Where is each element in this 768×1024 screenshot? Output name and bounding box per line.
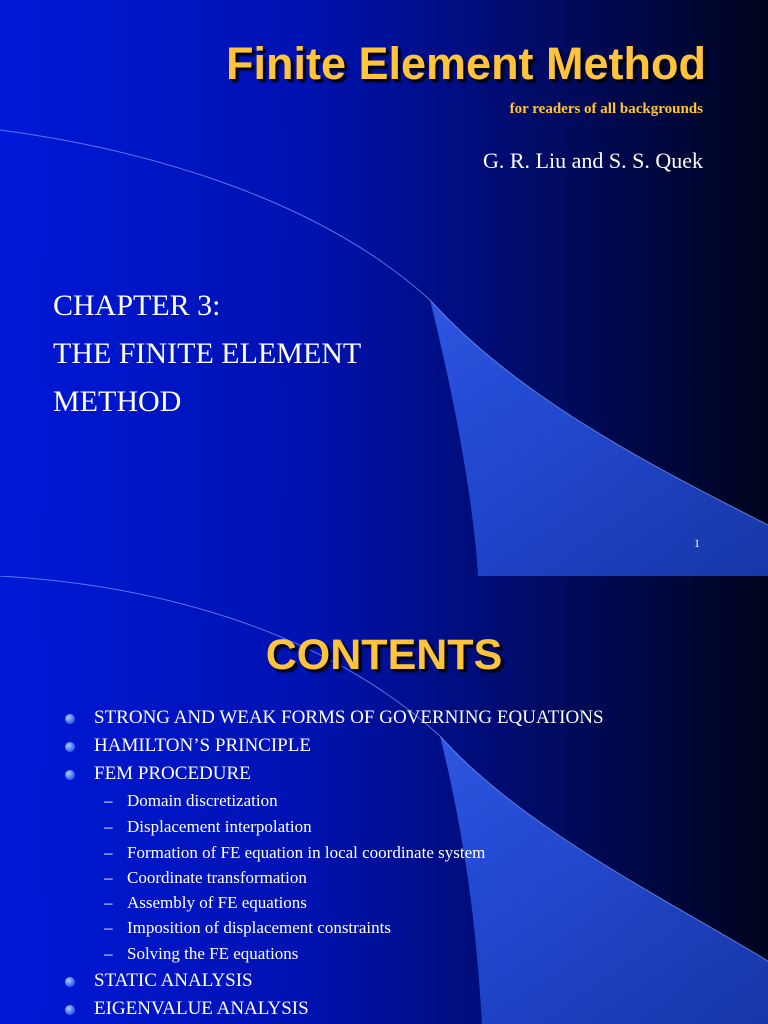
dash-icon: – bbox=[104, 791, 113, 810]
list-item bbox=[94, 970, 253, 992]
list-item bbox=[94, 998, 309, 1020]
sub-list-item bbox=[104, 944, 299, 964]
chapter-heading bbox=[53, 282, 361, 426]
sub-list-item bbox=[104, 817, 312, 837]
page-number: 1 bbox=[694, 536, 700, 550]
sub-list-item bbox=[104, 918, 391, 938]
list-item-text: Solving the FE equations bbox=[127, 944, 299, 963]
list-item-text: STATIC ANALYSIS bbox=[94, 970, 253, 991]
list-item bbox=[94, 735, 311, 757]
sub-list-item bbox=[104, 893, 307, 913]
list-item-text: Assembly of FE equations bbox=[127, 893, 307, 912]
list-item-text: Displacement interpolation bbox=[127, 817, 312, 836]
list-item-text: Formation of FE equation in local coordinate system bbox=[127, 843, 486, 862]
list-item-text: EIGENVALUE ANALYSIS bbox=[94, 998, 309, 1019]
list-item-text: HAMILTON’S PRINCIPLE bbox=[94, 735, 311, 756]
list-item-text: STRONG AND WEAK FORMS OF GOVERNING EQUATIONS bbox=[94, 707, 604, 728]
slide-title: Finite Element Method bbox=[225, 38, 706, 89]
chapter-line: CHAPTER 3: bbox=[53, 289, 221, 322]
contents-title: CONTENTS bbox=[265, 631, 503, 679]
dash-icon: – bbox=[104, 817, 113, 836]
dash-icon: – bbox=[104, 944, 113, 963]
sub-list-item bbox=[104, 791, 278, 811]
list-item bbox=[94, 763, 251, 785]
list-item-text: Imposition of displacement constraints bbox=[127, 918, 391, 937]
bullet-icon bbox=[65, 770, 75, 780]
list-item-text: Domain discretization bbox=[127, 791, 278, 810]
list-item bbox=[94, 707, 604, 729]
authors: G. R. Liu and S. S. Quek bbox=[483, 148, 703, 173]
contents-slide bbox=[0, 576, 768, 1024]
dash-icon: – bbox=[104, 918, 113, 937]
sub-list-item bbox=[104, 843, 486, 863]
bullet-icon bbox=[65, 742, 75, 752]
list-item-text: FEM PROCEDURE bbox=[94, 763, 251, 784]
chapter-line: THE FINITE ELEMENT bbox=[53, 337, 362, 370]
sub-list-item bbox=[104, 868, 307, 888]
slide-subtitle: for readers of all backgrounds bbox=[509, 101, 703, 117]
dash-icon: – bbox=[104, 843, 113, 862]
dash-icon: – bbox=[104, 868, 113, 887]
dash-icon: – bbox=[104, 893, 113, 912]
list-item-text: Coordinate transformation bbox=[127, 868, 307, 887]
bullet-icon bbox=[65, 714, 75, 724]
chapter-line: METHOD bbox=[53, 385, 182, 418]
bullet-icon bbox=[65, 1005, 75, 1015]
bullet-icon bbox=[65, 977, 75, 987]
